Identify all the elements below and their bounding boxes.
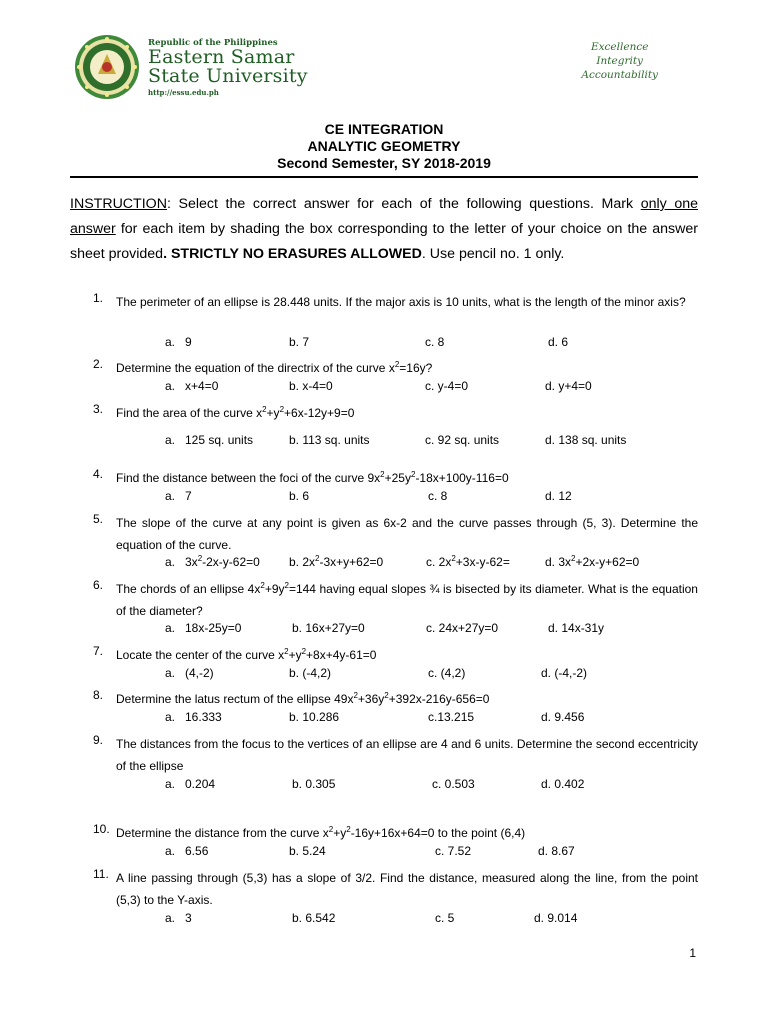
question-number: 1. <box>93 291 104 305</box>
answer-choice-b: b. 6.542 <box>292 911 336 925</box>
answer-choice-d: d. y+4=0 <box>545 379 592 393</box>
instruction-label: INSTRUCTION <box>70 196 167 212</box>
motto-integrity: Integrity <box>596 55 643 67</box>
question-text: The chords of an ellipse $4x^2+9y^2=144$ having equal slopes ¾ is bisected by its diameter. What is the equation of the diameter? <box>116 581 698 618</box>
answer-choice-d: d. 12 <box>545 489 572 503</box>
answer-choice-a: a. 6.56 <box>165 844 209 858</box>
question-text: Locate the center of the curve $x^2+y^2+8x+4y-61=0$ <box>116 647 377 662</box>
question-number: 8. <box>93 688 104 702</box>
answer-choice-b: b. 10.286 <box>289 710 340 724</box>
motto-excellence: Excellence <box>590 41 649 53</box>
answer-choice-d: d. 14x-31y <box>548 621 605 635</box>
answer-choice-d: d. 0.402 <box>541 777 585 791</box>
question-text: Determine the latus rectum of the ellipse $49x^2+36y^2+392x-216y-656=0$ <box>116 691 490 706</box>
exam-title <box>70 121 698 172</box>
answer-choice-b: b. (-4,2) <box>289 666 332 680</box>
question-number: 4. <box>93 467 104 481</box>
answer-choice-a: a. $3x^2-2x-y-62=0$ <box>165 554 260 569</box>
answer-choice-c: c. 0.503 <box>432 777 475 791</box>
question-number: 11. <box>93 867 109 881</box>
answer-choice-b: b. 16x+27y=0 <box>292 621 365 635</box>
answer-choice-a: a. x+4=0 <box>165 379 219 393</box>
answer-choice-c: c.13.215 <box>428 710 475 724</box>
answer-choice-a: a. 0.204 <box>165 777 216 791</box>
title-semester: Second Semester, SY 2018-2019 <box>277 155 491 171</box>
answer-choice-c: c. y-4=0 <box>425 379 469 393</box>
answer-choice-a: a. 16.333 <box>165 710 222 724</box>
question-number: 9. <box>93 733 104 747</box>
answer-choice-b: b. x-4=0 <box>289 379 333 393</box>
question-number: 7. <box>93 644 104 658</box>
answer-choice-d: d. 138 sq. units <box>545 433 627 447</box>
question-text: A line passing through (5,3) has a slope of 3/2. Find the distance, measured along the line, from the point (5,3) to the Y-axis. <box>116 871 698 907</box>
answer-choice-a: a. 9 <box>165 335 192 349</box>
answer-choice-a: a. 3 <box>165 911 192 925</box>
answer-choice-d: d. 9.014 <box>534 911 578 925</box>
answer-choice-a: a. 18x-25y=0 <box>165 621 242 635</box>
republic-text: Republic of the Philippines <box>148 38 278 48</box>
answer-choice-c: c. (4,2) <box>428 666 466 680</box>
page-number: 1 <box>689 946 696 960</box>
question-text: The perimeter of an ellipse is 28.448 units. If the major axis is 10 units, what is the length of the minor axis? <box>116 295 686 309</box>
university-name-line1: Eastern Samar <box>148 46 295 68</box>
university-name-line2: State University <box>148 65 308 87</box>
answer-choice-b: b. $2x^2-3x+y+62=0$ <box>289 554 384 569</box>
question-number: 5. <box>93 512 104 526</box>
answer-choice-c: c. 5 <box>435 911 455 925</box>
instruction-text-2: for each item by shading the box corresponding to the letter of your choice on the answer sheet provided <box>70 221 698 262</box>
question-number: 6. <box>93 578 104 592</box>
answer-choice-d: d. 6 <box>548 335 569 349</box>
answer-choice-b: b. 5.24 <box>289 844 326 858</box>
question-number: 3. <box>93 402 104 416</box>
answer-choice-a: a. 125 sq. units <box>165 433 254 447</box>
question-text: The distances from the focus to the vertices of an ellipse are 4 and 6 units. Determine the second eccentricity of the ellipse <box>116 737 698 773</box>
motto <box>581 40 658 82</box>
answer-choice-c: c. $2x^2+3x-y-62=$ <box>426 554 510 569</box>
question-text: The slope of the curve at any point is given as 6x-2 and the curve passes through (5, 3). Determine the equation of the curve. <box>116 516 698 552</box>
answer-choice-c: c. 92 sq. units <box>425 433 500 447</box>
answer-choice-b: b. 7 <box>289 335 310 349</box>
question-text: Find the distance between the foci of the curve $9x^2+25y^2-18x+100y-116=0$ <box>116 470 509 485</box>
answer-choice-c: c. 24x+27y=0 <box>426 621 499 635</box>
university-name-block <box>148 38 378 97</box>
question-text: Find the area of the curve $x^2+y^2+6x-12y+9=0$ <box>116 405 355 420</box>
answer-choice-c: c. 8 <box>425 335 445 349</box>
answer-choice-d: d. 8.67 <box>538 844 575 858</box>
question-number: 10. <box>93 822 110 836</box>
answer-choice-d: d. 9.456 <box>541 710 585 724</box>
university-url: http://essu.edu.ph <box>148 88 219 97</box>
title-divider <box>70 176 698 178</box>
answer-choice-c: c. 8 <box>428 489 448 503</box>
letterhead <box>70 28 698 108</box>
instruction-bold: . STRICTLY NO ERASURES ALLOWED <box>163 246 422 262</box>
answer-choice-a: a. (4,-2) <box>165 666 214 680</box>
instruction-text-1: : Select the correct answer for each of the following questions. Mark <box>166 196 641 212</box>
title-course: CE INTEGRATION <box>324 121 444 137</box>
answer-choice-a: a. 7 <box>165 489 192 503</box>
motto-accountability: Accountability <box>581 69 658 81</box>
instruction-paragraph <box>70 192 698 267</box>
answer-choice-b: b. 6 <box>289 489 310 503</box>
instruction-underline: only one answer <box>70 196 699 237</box>
question-text: Determine the distance from the curve $x^2+y^2-16y+16x+64=0$ to the point (6,4) <box>116 825 526 840</box>
instruction-text-3: . Use pencil no. 1 only. <box>421 246 565 262</box>
answer-choice-b: b. 113 sq. units <box>289 433 370 447</box>
question-number: 2. <box>93 357 104 371</box>
answer-choice-b: b. 0.305 <box>292 777 336 791</box>
answer-choice-c: c. 7.52 <box>435 844 472 858</box>
question-text: Determine the equation of the directrix of the curve $x^2=16y$? <box>116 360 433 375</box>
title-subject: ANALYTIC GEOMETRY <box>307 138 461 154</box>
answer-choice-d: d. (-4,-2) <box>541 666 588 680</box>
university-seal-icon <box>74 34 140 100</box>
answer-choice-d: d. $3x^2+2x-y+62=0$ <box>545 554 640 569</box>
